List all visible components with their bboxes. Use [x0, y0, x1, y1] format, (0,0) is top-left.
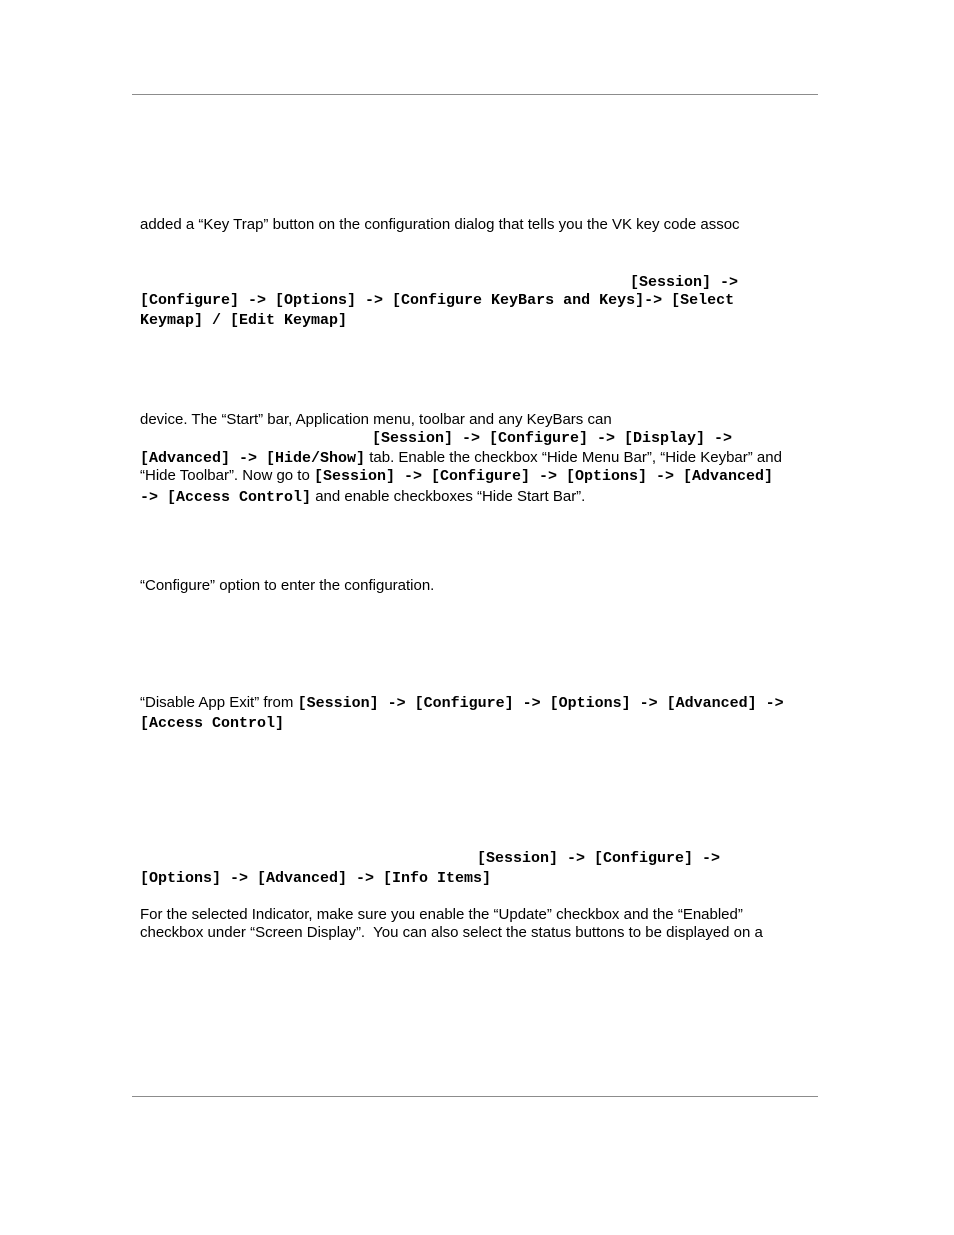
menu-path: [Configure] -> [Options] -> [Configure KeyBars and Keys]-> [Select	[140, 292, 735, 309]
text-span: and enable checkboxes “Hide Start Bar”.	[311, 488, 586, 505]
text-line: For the selected Indicator, make sure you enable the “Update” checkbox and the “Enabled”	[140, 906, 743, 923]
text-line: checkbox under “Screen Display”. You can also select the status buttons to be displayed on a	[140, 924, 763, 941]
footer-rule	[132, 1096, 818, 1097]
menu-path: [Options] -> [Advanced] -> [Info Items]	[140, 870, 492, 887]
text-line	[140, 488, 585, 506]
text-span: tab. Enable the checkbox “Hide Menu Bar”, “Hide Keybar” and	[365, 449, 782, 466]
menu-path: [Advanced] -> [Hide/Show]	[140, 450, 366, 467]
text-line	[140, 449, 782, 467]
text-span: “Hide Toolbar”. Now go to	[140, 467, 314, 484]
menu-path: [Access Control]	[140, 715, 285, 732]
menu-path: -> [Access Control]	[140, 489, 312, 506]
menu-path: [Session] -> [Configure] -> [Display] ->	[372, 430, 733, 447]
text-line	[140, 467, 773, 485]
menu-path: [Session] -> [Configure] -> [Options] -> [Advanced]	[313, 468, 774, 485]
text-line: “Configure” option to enter the configuration.	[140, 577, 435, 594]
menu-path: [Session] -> [Configure] -> [Options] -> [Advanced] ->	[297, 695, 784, 712]
menu-path: [Session] -> [Configure] ->	[477, 850, 721, 867]
menu-path: Keymap] / [Edit Keymap]	[140, 312, 348, 329]
text-line	[140, 694, 784, 712]
menu-path: [Session] ->	[630, 274, 739, 291]
header-rule	[132, 94, 818, 95]
text-line: added a “Key Trap” button on the configuration dialog that tells you the VK key code assoc	[140, 216, 740, 233]
text-span: “Disable App Exit” from	[140, 694, 298, 711]
text-line: device. The “Start” bar, Application menu, toolbar and any KeyBars can	[140, 411, 612, 428]
